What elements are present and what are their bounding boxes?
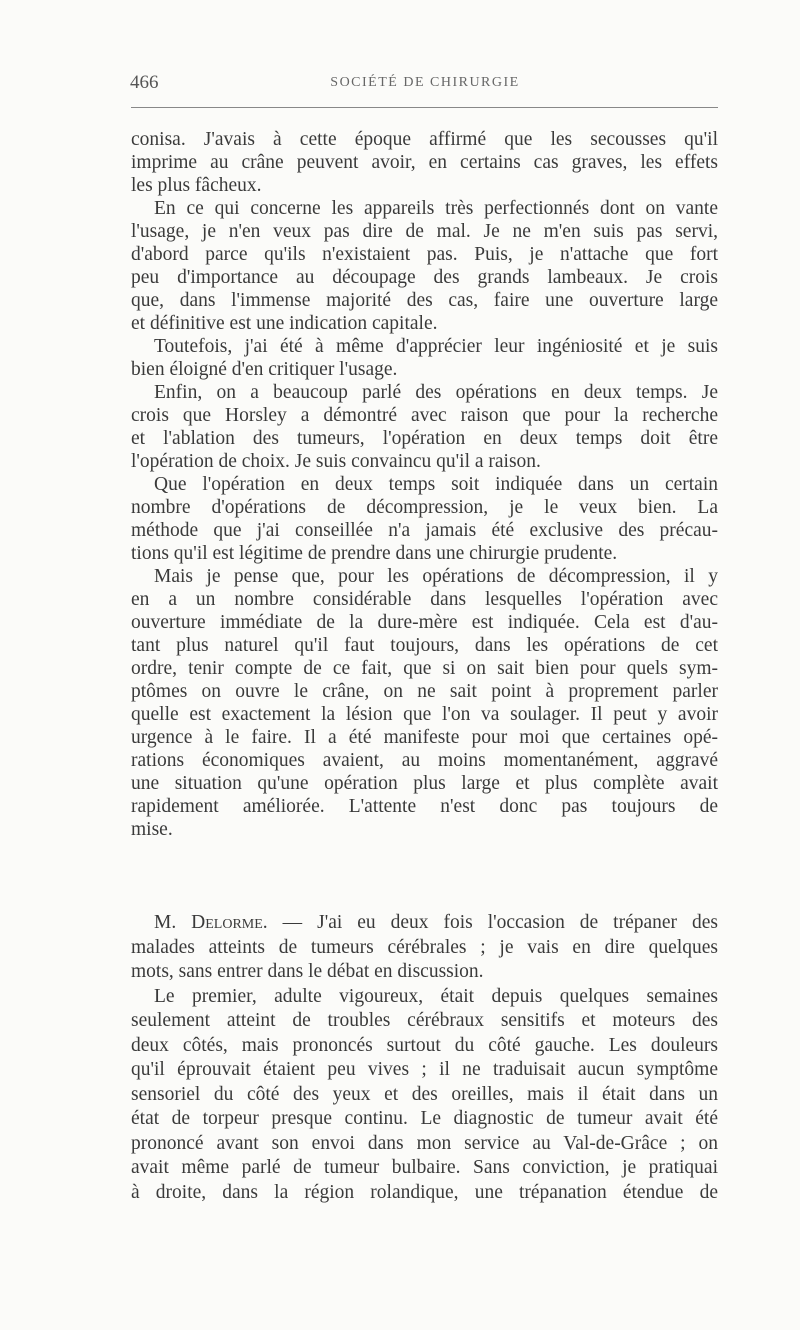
- paragraph: [131, 335, 718, 381]
- text-line: imprime au crâne peuvent avoir, en certains cas graves, les effets: [131, 152, 718, 173]
- text-line: nombre d'opérations de décompression, je le veux bien. La: [131, 497, 718, 518]
- text-line: l'opération de choix. Je suis convaincu qu'il a raison.: [131, 451, 541, 472]
- paragraph: [131, 197, 718, 335]
- text-line: méthode que j'ai conseillée n'a jamais été exclusive des précau-: [131, 520, 718, 541]
- text-line: Enfin, on a beaucoup parlé des opérations en deux temps. Je: [154, 382, 718, 403]
- text-line: malades atteints de tumeurs cérébrales ; je vais en dire quelques: [131, 936, 718, 958]
- paragraph: [131, 381, 718, 473]
- text-line: ptômes on ouvre le crâne, on ne sait point à proprement parler: [131, 681, 718, 702]
- text-line: tant plus naturel qu'il faut toujours, dans les opérations de cet: [131, 635, 718, 656]
- paragraph: [131, 128, 718, 197]
- text-line: Mais je pense que, pour les opérations de décompression, il y: [154, 566, 718, 587]
- text-line: en a un nombre considérable dans lesquelles l'opération avec: [131, 589, 718, 610]
- text-line: deux côtés, mais prononcés surtout du côté gauche. Les douleurs: [131, 1034, 718, 1056]
- text-line: une situation qu'une opération plus large et plus complète avait: [131, 773, 718, 794]
- text-line: ouverture immédiate de la dure-mère est indiquée. Cela est d'au-: [131, 612, 718, 633]
- text-line: conisa. J'avais à cette époque affirmé que les secousses qu'il: [131, 129, 718, 150]
- text-line: que, dans l'immense majorité des cas, faire une ouverture large: [131, 290, 718, 311]
- page-number: 466: [130, 72, 159, 93]
- text-line: mise.: [131, 819, 173, 840]
- text-line: sensoriel du côté des yeux et des oreilles, mais il était dans un: [131, 1083, 718, 1105]
- text-line: bien éloigné d'en critiquer l'usage.: [131, 359, 398, 380]
- text-line: Le premier, adulte vigoureux, était depuis quelques semaines: [154, 985, 718, 1007]
- text-line: seulement atteint de troubles cérébraux sensitifs et moteurs des: [131, 1010, 718, 1031]
- speaker-name: M. Delorme.: [154, 912, 268, 933]
- text-line: prononcé avant son envoi dans mon service au Val-de-Grâce ; on: [131, 1132, 718, 1154]
- text-line: mots, sans entrer dans le débat en discussion.: [131, 961, 484, 982]
- text-line: l'usage, je n'en veux pas dire de mal. Je ne m'en suis pas servi,: [131, 221, 718, 242]
- text-line: qu'il éprouvait étaient peu vives ; il ne traduisait aucun symptôme: [131, 1059, 718, 1080]
- text-line: quelle est exactement la lésion que l'on va soulager. Il peut y avoir: [131, 704, 718, 725]
- header-rule: [131, 107, 718, 108]
- text-line: rapidement améliorée. L'attente n'est donc pas toujours de: [131, 796, 718, 817]
- speaker-line-text: — J'ai eu deux fois l'occasion de trépaner des: [267, 912, 718, 933]
- text-line: les plus fâcheux.: [131, 175, 262, 196]
- running-title: SOCIÉTÉ DE CHIRURGIE: [330, 75, 520, 90]
- paragraph: [131, 985, 718, 1206]
- text-line: d'abord parce qu'ils n'existaient pas. Puis, je n'attache que fort: [131, 244, 718, 265]
- text-line: rations économiques avaient, au moins momentanément, aggravé: [131, 750, 718, 771]
- text-line: à droite, dans la région rolandique, une trépanation étendue de: [131, 1181, 718, 1203]
- paragraph: [131, 936, 718, 985]
- text-line: tions qu'il est légitime de prendre dans une chirurgie prudente.: [131, 543, 618, 564]
- text-line: Que l'opération en deux temps soit indiquée dans un certain: [154, 474, 718, 495]
- text-line: En ce qui concerne les appareils très perfectionnés dont on vante: [154, 198, 718, 219]
- paragraph: [131, 565, 718, 841]
- text-line: peu d'importance au découpage des grands lambeaux. Je crois: [131, 267, 718, 288]
- speaker-line: [131, 911, 718, 936]
- text-line: avait même parlé de tumeur bulbaire. Sans conviction, je pratiquai: [131, 1157, 718, 1178]
- text-line: crois que Horsley a démontré avec raison que pour la recherche: [131, 405, 718, 426]
- text-line: urgence à le faire. Il a été manifeste pour moi que certaines opé-: [131, 727, 718, 748]
- text-line: ordre, tenir compte de ce fait, que si on sait bien pour quels sym-: [131, 658, 718, 679]
- text-line: et l'ablation des tumeurs, l'opération en deux temps doit être: [131, 428, 718, 449]
- body-text-section-2: [131, 911, 718, 1205]
- body-text-section-1: [131, 128, 718, 841]
- text-line: et définitive est une indication capitale.: [131, 313, 438, 334]
- paragraph: [131, 473, 718, 565]
- text-line: état de torpeur presque continu. Le diagnostic de tumeur avait été: [131, 1108, 718, 1129]
- text-line: Toutefois, j'ai été à même d'apprécier leur ingéniosité et je suis: [154, 336, 718, 357]
